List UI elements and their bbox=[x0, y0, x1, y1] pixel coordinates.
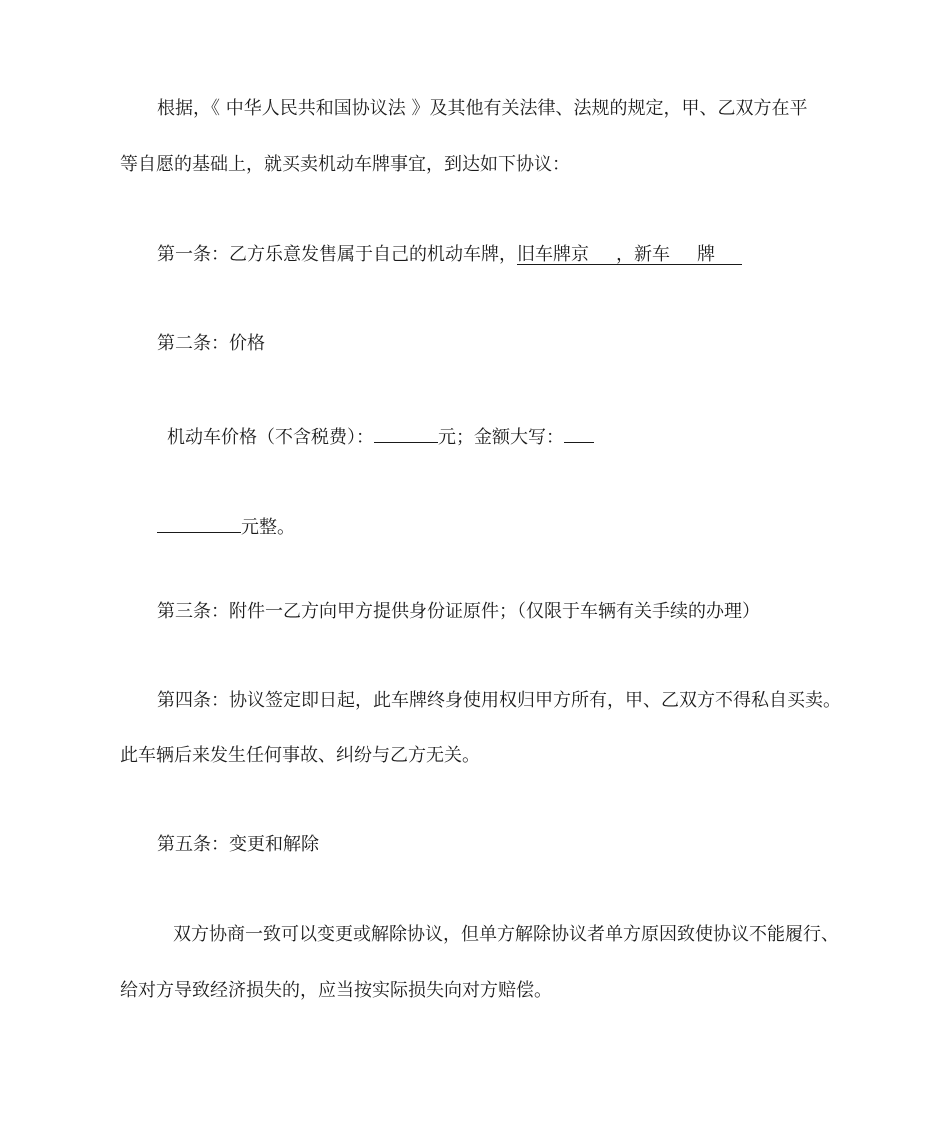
intro-line-2: 等自愿的基础上，就买卖机动车牌事宜，到达如下协议： bbox=[120, 154, 570, 175]
article-1-old-plate: 旧车牌京 ，新车 牌 bbox=[517, 244, 715, 265]
article-3: 第三条：附件一乙方向甲方提供身份证原件；（仅限于车辆有关手续的办理） bbox=[157, 601, 760, 622]
article-1 bbox=[157, 243, 742, 267]
price-blank bbox=[374, 422, 438, 443]
article-4-line-2: 此车辆后来发生任何事故、纠纷与乙方无关。 bbox=[120, 745, 480, 766]
article-5-line-1: 双方协商一致可以变更或解除协议，但单方解除协议者单方原因致使协议不能履行、 bbox=[173, 924, 839, 945]
price-unit: 元；金额大写： bbox=[438, 427, 564, 448]
amount-blank-start bbox=[564, 422, 594, 443]
price-line bbox=[167, 422, 594, 450]
amount-line bbox=[157, 512, 295, 540]
article-1-prefix: 第一条：乙方乐意发售属于自己的机动车牌， bbox=[157, 244, 517, 265]
price-label: 机动车价格（不含税费）： bbox=[167, 427, 374, 448]
intro-line-1: 根据，《 中华人民共和国协议法 》及其他有关法律、法规的规定，甲、乙双方在平 bbox=[157, 98, 808, 119]
article-5-title: 第五条：变更和解除 bbox=[157, 834, 319, 855]
article-2-title: 第二条：价格 bbox=[157, 333, 265, 354]
amount-blank bbox=[157, 512, 241, 533]
article-5-line-2: 给对方导致经济损失的，应当按实际损失向对方赔偿。 bbox=[120, 980, 552, 1001]
amount-suffix: 元整。 bbox=[241, 517, 295, 538]
article-4-line-1: 第四条：协议签定即日起，此车牌终身使用权归甲方所有，甲、乙双方不得私自买卖。 bbox=[157, 690, 841, 711]
